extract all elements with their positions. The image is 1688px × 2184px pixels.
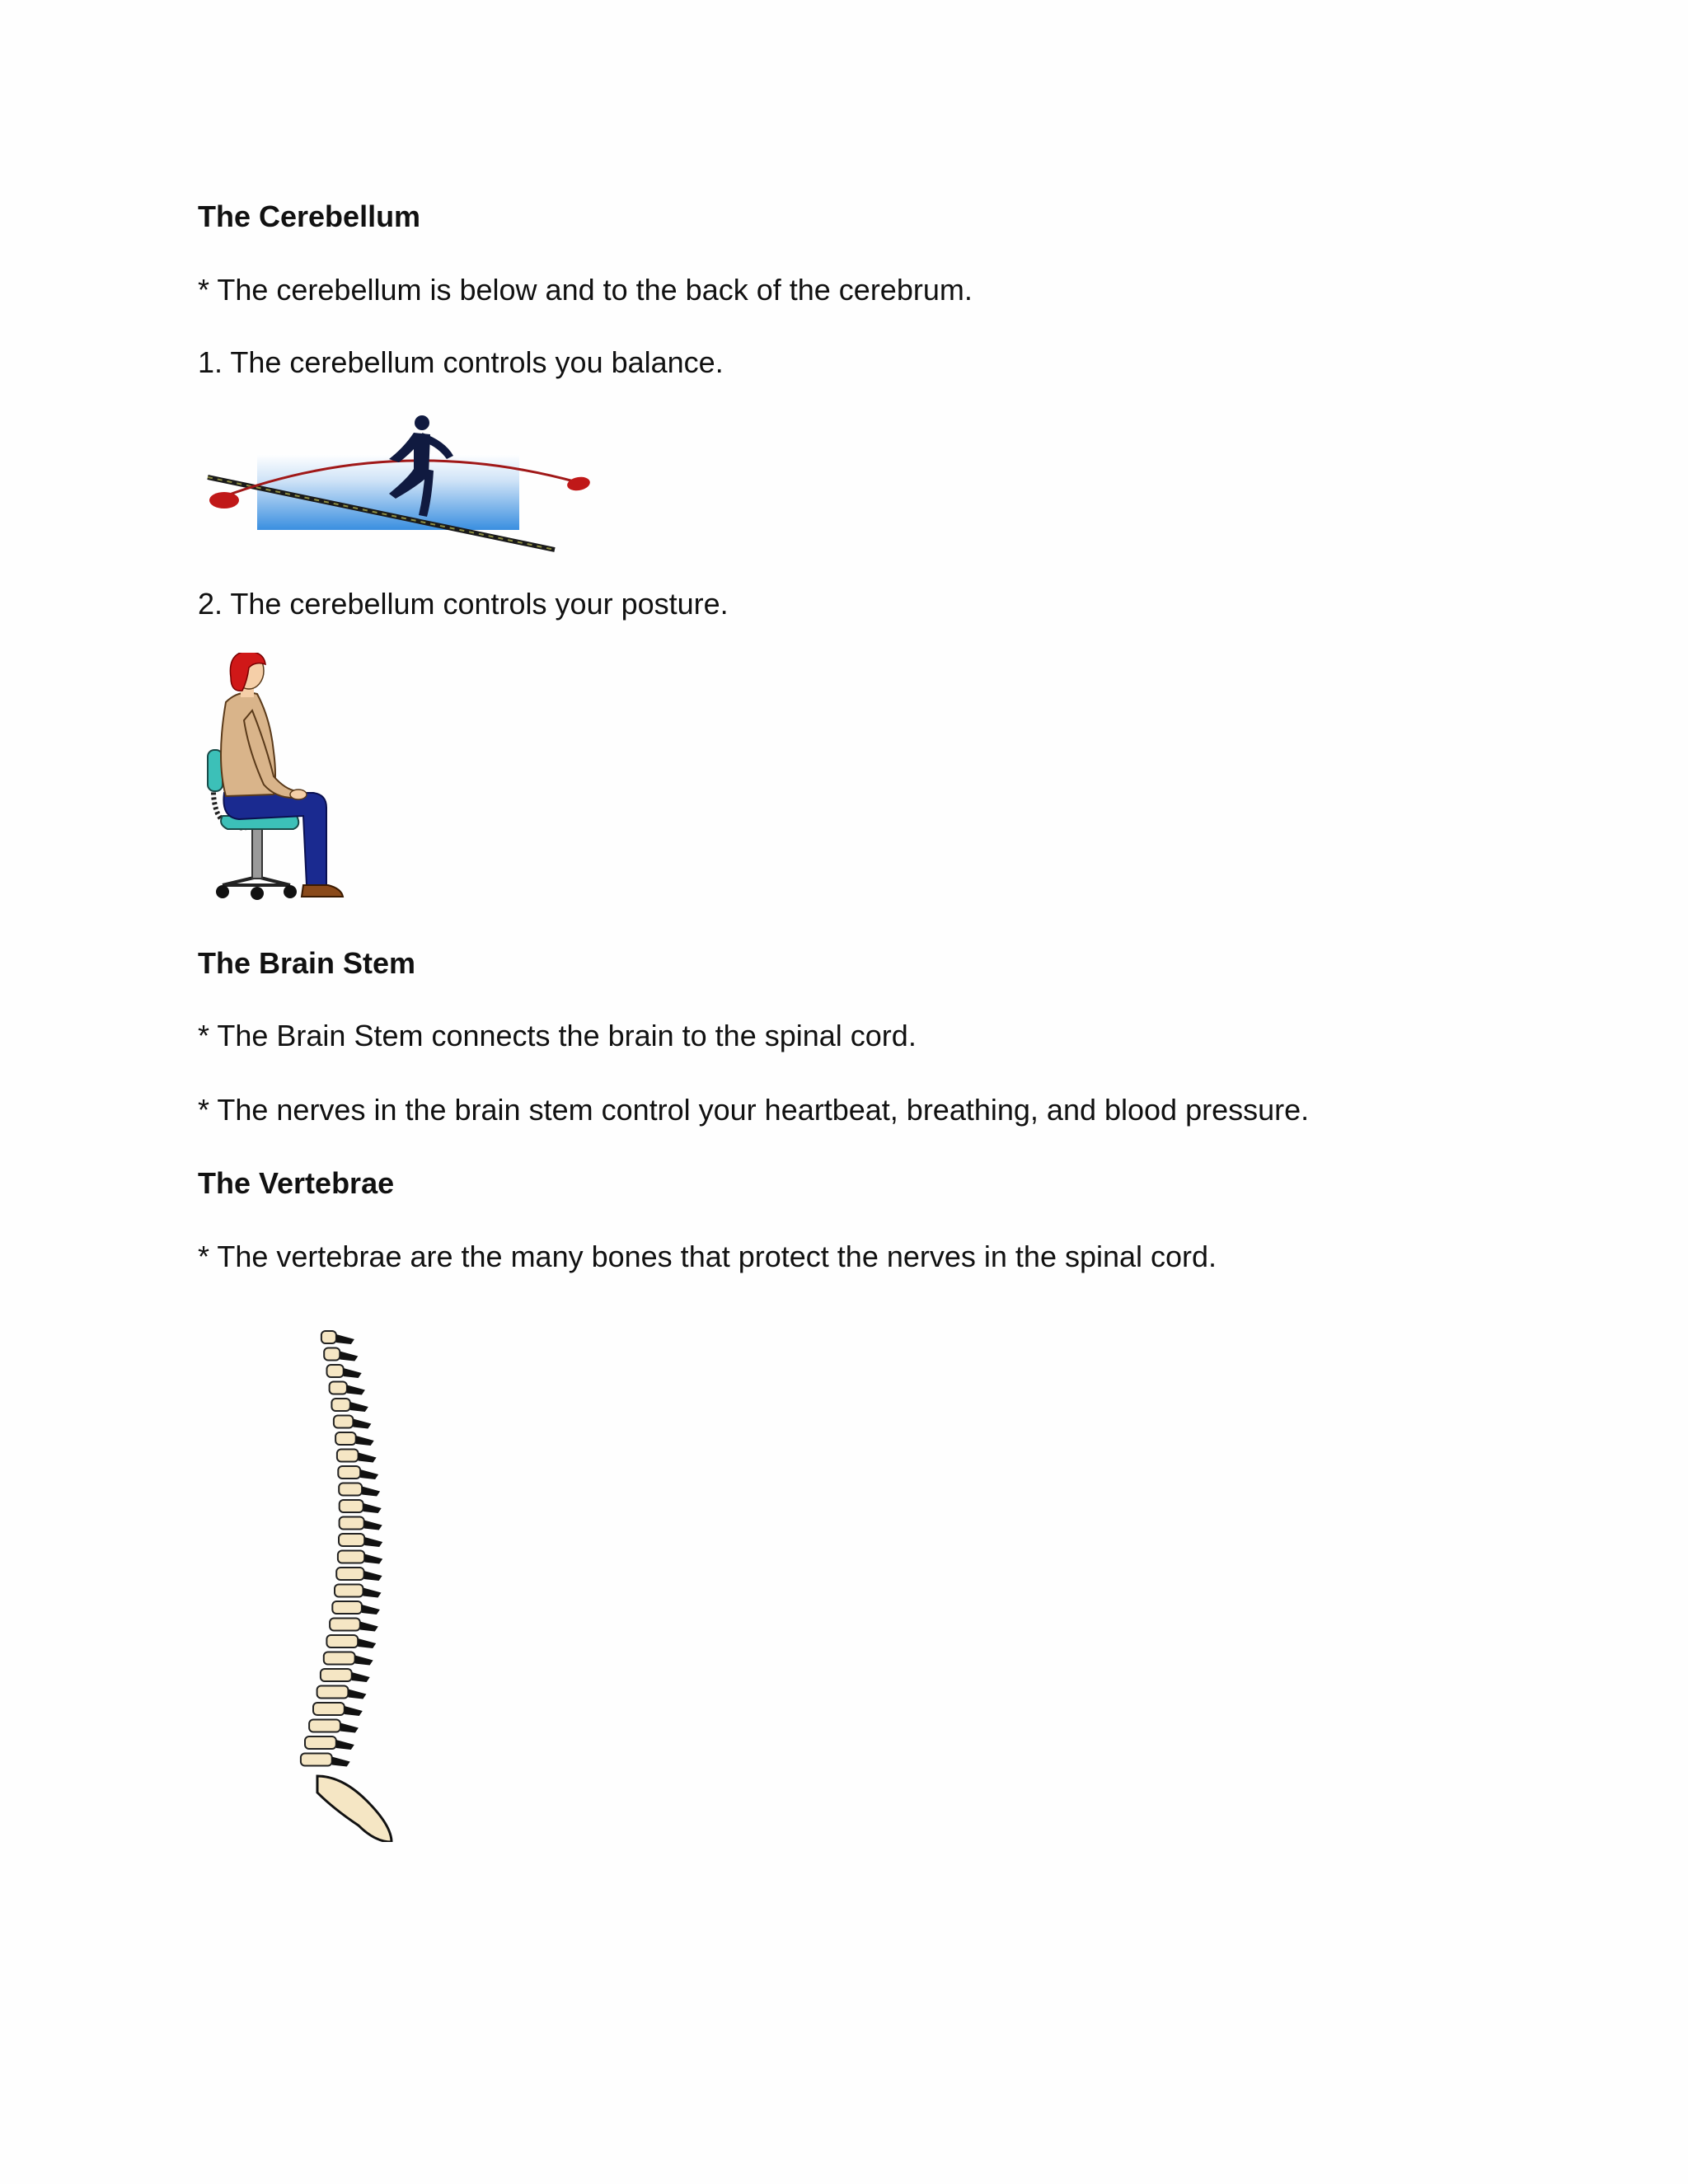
vertebra (340, 1500, 363, 1512)
vertebra (321, 1331, 336, 1343)
spinous-process (358, 1638, 376, 1648)
vertebra (335, 1432, 356, 1445)
vertebra (324, 1652, 355, 1665)
spine-illustration (293, 1315, 424, 1842)
vertebra (309, 1720, 340, 1732)
vertebra (330, 1619, 360, 1631)
spinous-process (364, 1521, 382, 1530)
spinous-process (360, 1622, 378, 1632)
vertebra (326, 1635, 358, 1647)
vertebra (339, 1534, 364, 1546)
spinous-process (362, 1487, 380, 1497)
vertebra (321, 1669, 352, 1681)
vertebra (324, 1348, 340, 1361)
vertebra (337, 1450, 359, 1462)
vertebra (335, 1585, 363, 1597)
spinous-process (348, 1690, 366, 1699)
spinous-process (350, 1402, 368, 1412)
sacrum (317, 1776, 392, 1842)
spinous-process (345, 1706, 363, 1716)
spinous-process (347, 1385, 365, 1395)
vertebra (336, 1568, 363, 1580)
spinous-process (363, 1503, 382, 1513)
tightrope-walker-illustration (198, 408, 602, 556)
vertebra (305, 1736, 336, 1749)
vertebra (327, 1365, 344, 1377)
spinous-process (364, 1554, 382, 1564)
spinous-process (332, 1757, 350, 1767)
spinous-process (340, 1723, 359, 1733)
brain-stem-bullet-1: * The Brain Stem connects the brain to the spinal cord. (198, 1019, 917, 1052)
brain-stem-bullet-2: * The nerves in the brain stem control your heartbeat, breathing, and blood pressure. (198, 1093, 1310, 1127)
vertebra (338, 1551, 364, 1563)
cerebellum-item-1: 1. The cerebellum controls you balance. (198, 345, 724, 379)
vertebra (332, 1601, 362, 1614)
vertebra (301, 1754, 332, 1766)
spinous-process (362, 1605, 380, 1615)
heading-vertebrae: The Vertebrae (198, 1166, 395, 1200)
spinous-process (353, 1419, 371, 1429)
spinous-process (355, 1656, 373, 1666)
spinous-process (360, 1469, 378, 1479)
spinous-process (336, 1334, 354, 1344)
spinous-process (336, 1740, 354, 1750)
vertebra (330, 1382, 347, 1394)
spinous-process (356, 1436, 374, 1446)
spinous-process (352, 1672, 370, 1682)
spinous-process (359, 1453, 377, 1463)
spinous-process (344, 1368, 362, 1378)
cerebellum-bullet: * The cerebellum is below and to the back of the cerebrum. (198, 273, 973, 307)
spinous-process (363, 1588, 382, 1598)
spinous-process (364, 1537, 382, 1547)
spinous-process (364, 1571, 382, 1581)
vertebra (317, 1686, 349, 1699)
vertebra (334, 1416, 354, 1428)
cerebellum-item-2: 2. The cerebellum controls your posture. (198, 587, 729, 621)
heading-brain-stem: The Brain Stem (198, 946, 416, 980)
seated-woman-illustration (206, 653, 350, 916)
vertebra (313, 1703, 345, 1715)
vertebra (339, 1483, 362, 1496)
vertebra (340, 1517, 364, 1530)
heading-cerebellum: The Cerebellum (198, 199, 421, 233)
vertebra (338, 1466, 360, 1479)
vertebra (331, 1399, 349, 1411)
spinous-process (340, 1352, 358, 1361)
vertebrae-bullet: * The vertebrae are the many bones that protect the nerves in the spinal cord. (198, 1240, 1217, 1273)
